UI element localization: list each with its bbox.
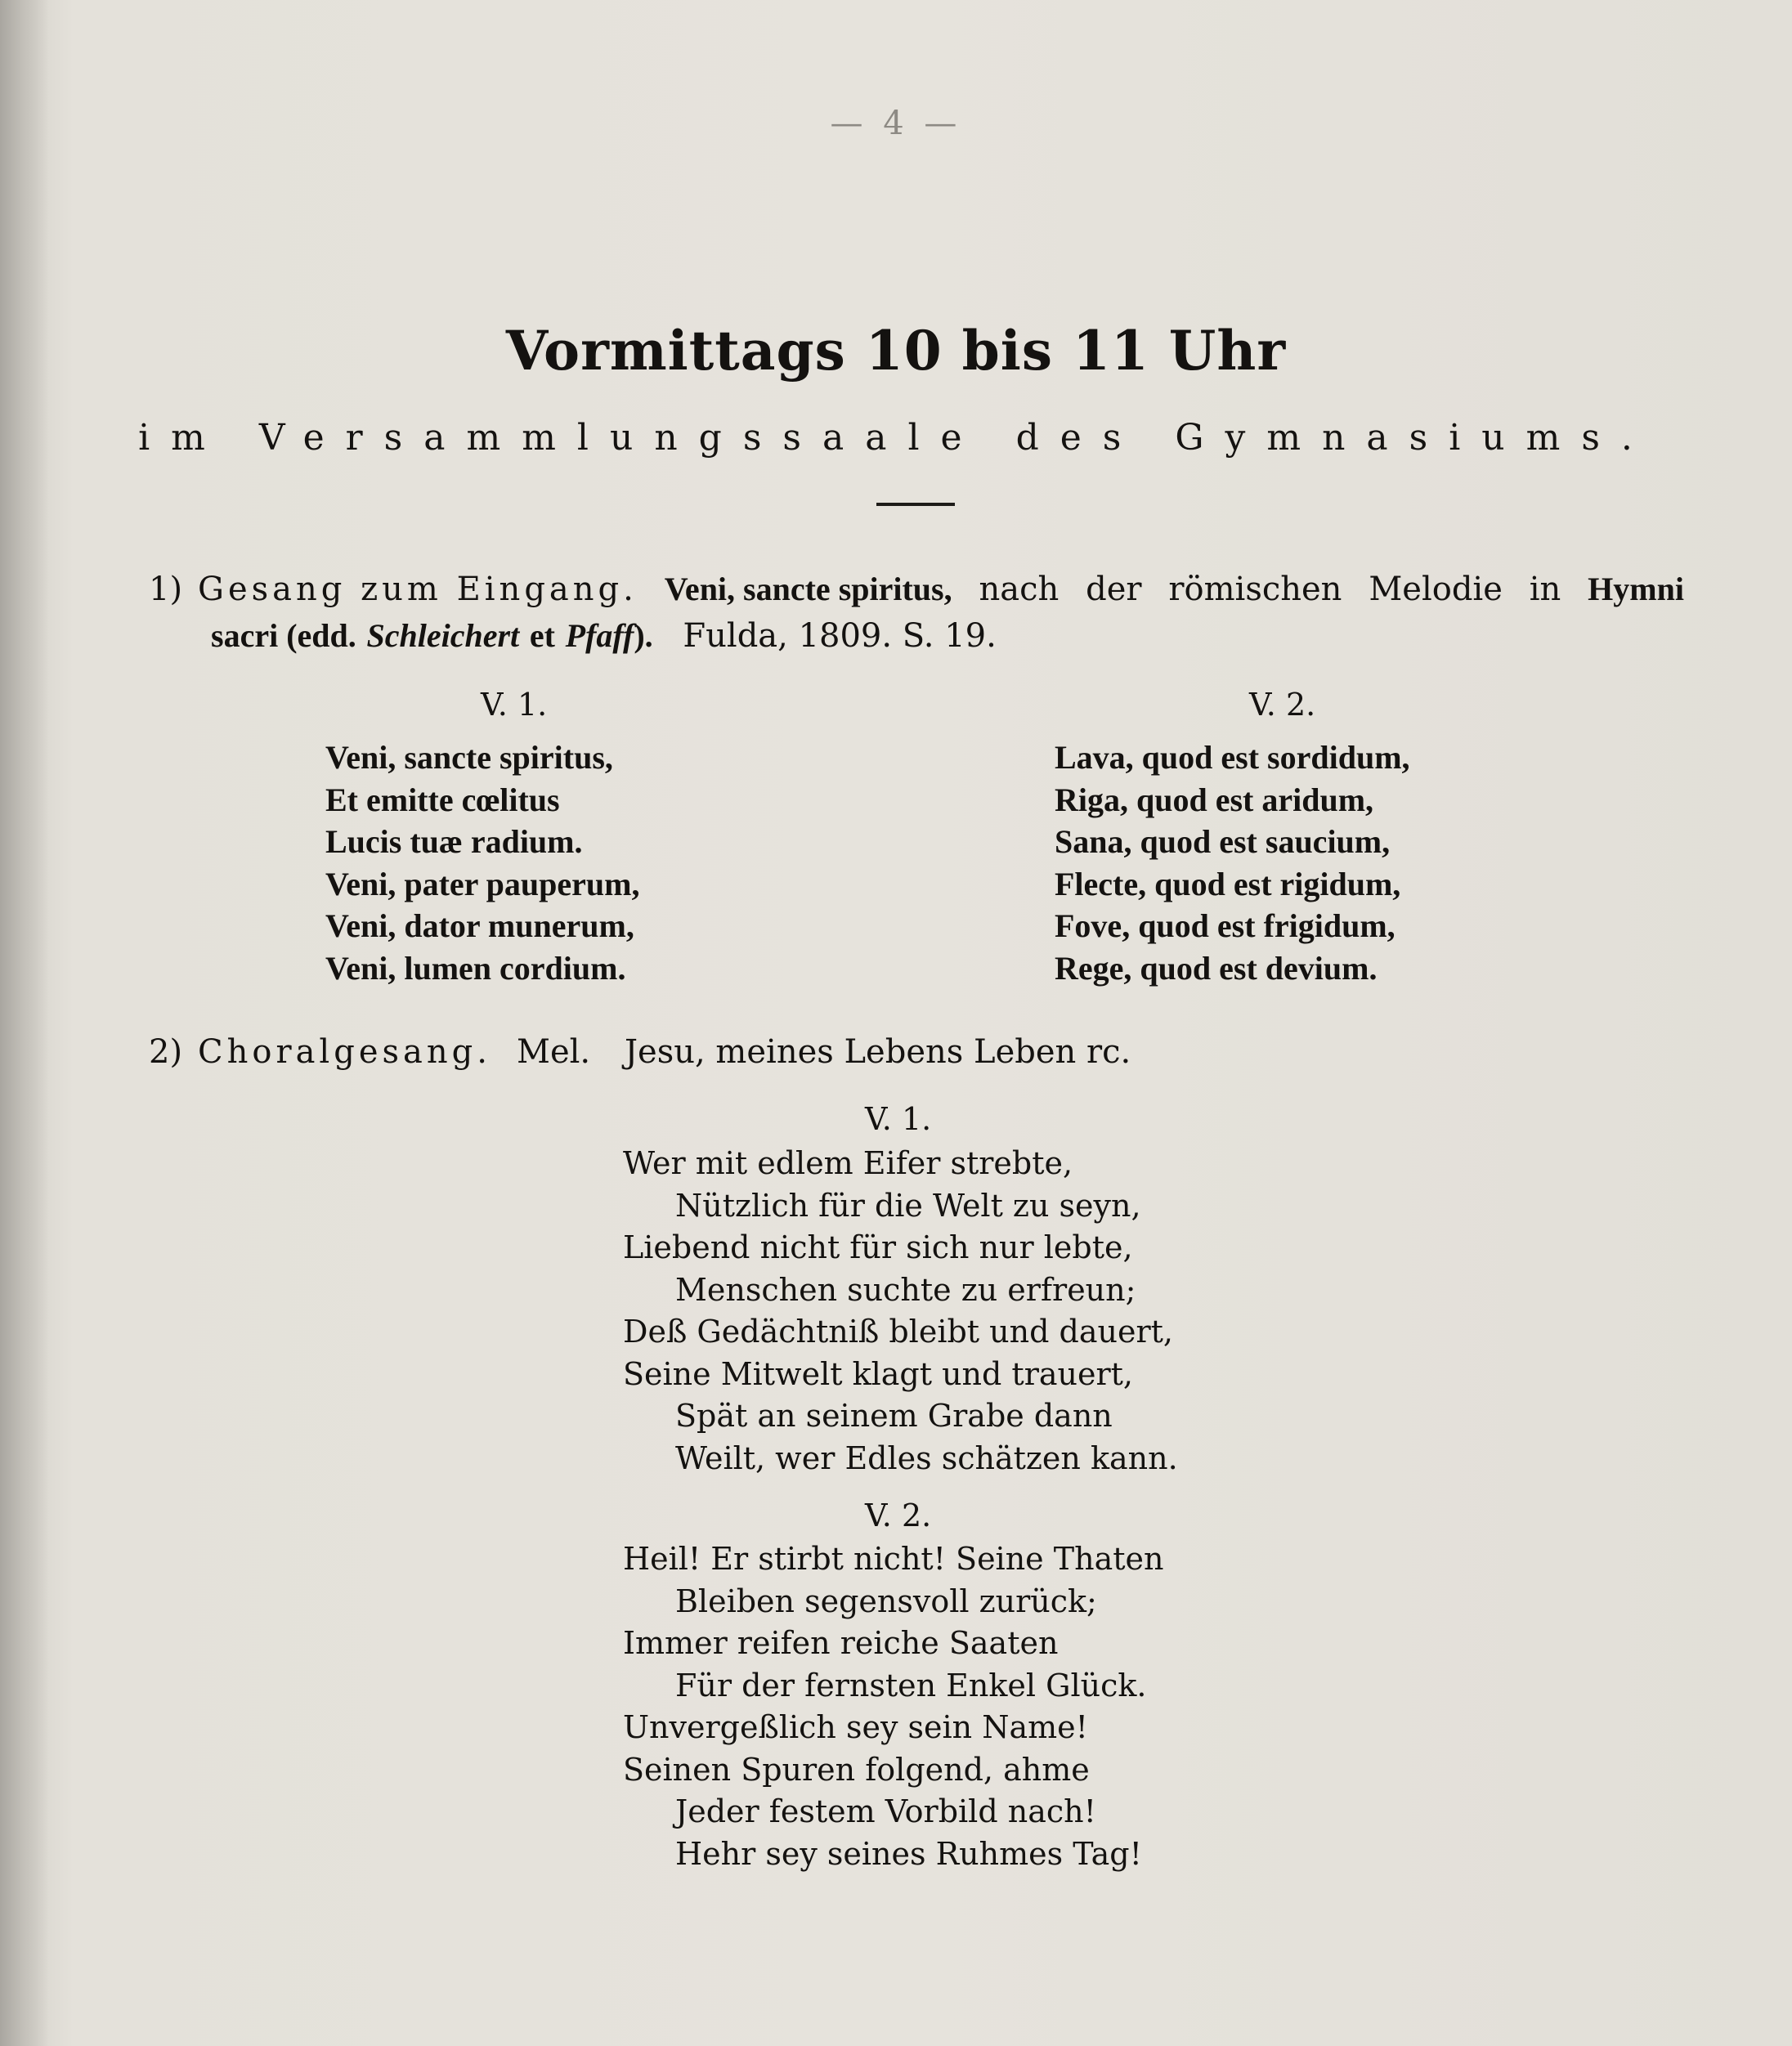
item1-verse2 — [1055, 736, 1410, 989]
verse-line: Menschen suchte zu erfreun; — [675, 1271, 1136, 1308]
item2-verse1 — [623, 1143, 1178, 1480]
verse-line: Veni, lumen cordium. — [325, 949, 626, 987]
item1-word-roemischen: römischen — [1168, 571, 1342, 608]
page-number: — 4 — — [830, 105, 962, 142]
verse-line: Bleiben segensvoll zurück; — [675, 1583, 1097, 1619]
verse-line: Seinen Spuren folgend, ahme — [623, 1751, 1090, 1788]
item1-word-melodie: Melodie — [1369, 571, 1503, 608]
item2-label: Choralgesang. — [198, 1033, 491, 1071]
item1-line2 — [211, 615, 997, 657]
verse-line: Lucis tuæ radium. — [325, 823, 583, 860]
verse-line: Deß Gedächtniß bleibt und dauert, — [623, 1314, 1173, 1350]
verse-line: Flecte, quod est rigidum, — [1055, 865, 1401, 902]
item2-melody: Jesu, meines Lebens Leben rc. — [625, 1033, 1131, 1071]
item2-verse2-heading: V. 2. — [865, 1498, 932, 1533]
item1-place: Fulda, 1809. S. 19. — [683, 617, 997, 655]
item1-editor1: Schleichert — [366, 617, 520, 654]
verse-line: Liebend nicht für sich nur lebte, — [623, 1229, 1133, 1265]
item1-word-hymni: Hymni — [1588, 571, 1684, 607]
item1-line1 — [198, 568, 1684, 611]
page-subtitle: im Versammlungssaale des Gymnasiums. — [138, 417, 1654, 459]
verse-line: Rege, quod est devium. — [1055, 949, 1378, 987]
item1-source-a: sacri (edd. — [211, 617, 356, 654]
verse-line: Lava, quod est sordidum, — [1055, 739, 1410, 776]
verse-line: Fove, quod est frigidum, — [1055, 907, 1396, 944]
verse-line: Seine Mitwelt klagt und trauert, — [623, 1355, 1133, 1392]
verse-line: Veni, sancte spiritus, — [325, 739, 613, 776]
item1-source-et: et — [529, 617, 555, 654]
item2-verse1-heading: V. 1. — [865, 1101, 932, 1137]
verse-line: Sana, quod est saucium, — [1055, 823, 1391, 860]
item1-editor2: Pfaff — [565, 617, 634, 654]
verse-line: Weilt, wer Edles schätzen kann. — [675, 1439, 1178, 1476]
item1-word-in: in — [1529, 571, 1561, 608]
verse-line: Immer reifen reiche Saaten — [623, 1625, 1059, 1661]
verse-line: Jeder festem Vorbild nach! — [675, 1793, 1096, 1829]
item2-mel: Mel. — [517, 1033, 591, 1071]
item1-word-der: der — [1086, 571, 1142, 608]
verse-line: Unvergeßlich sey sein Name! — [623, 1709, 1088, 1745]
item1-label: Gesang zum Eingang. — [198, 571, 638, 608]
title-divider — [876, 503, 955, 506]
verse-line: Veni, pater pauperum, — [325, 865, 640, 902]
verse-line: Heil! Er stirbt nicht! Seine Thaten — [623, 1541, 1164, 1577]
verse-line: Veni, dator munerum, — [325, 907, 634, 944]
item2-number: 2) — [149, 1033, 183, 1071]
page-title: Vormittags 10 bis 11 Uhr — [505, 319, 1287, 383]
item1-word-nach: nach — [979, 571, 1060, 608]
item1-source-close: ). — [634, 617, 653, 654]
item1-number: 1) — [149, 571, 183, 608]
item1-verse2-heading: V. 2. — [1249, 687, 1316, 723]
verse-line: Spät an seinem Grabe dann — [675, 1398, 1113, 1434]
verse-line: Riga, quod est aridum, — [1055, 781, 1374, 818]
verse-line: Für der fernsten Enkel Glück. — [675, 1667, 1147, 1704]
verse-line: Nützlich für die Welt zu seyn, — [675, 1187, 1141, 1224]
book-binding-shadow — [0, 0, 49, 2046]
item1-verse1-heading: V. 1. — [481, 687, 548, 723]
verse-line: Et emitte cœlitus — [325, 781, 560, 818]
item1-verse1 — [325, 736, 640, 989]
item1-hymn-title: Veni, sancte spiritus, — [664, 571, 952, 607]
item2-verse2 — [623, 1538, 1163, 1875]
verse-line: Hehr sey seines Ruhmes Tag! — [675, 1835, 1142, 1872]
verse-line: Wer mit edlem Eifer strebte, — [623, 1145, 1073, 1181]
